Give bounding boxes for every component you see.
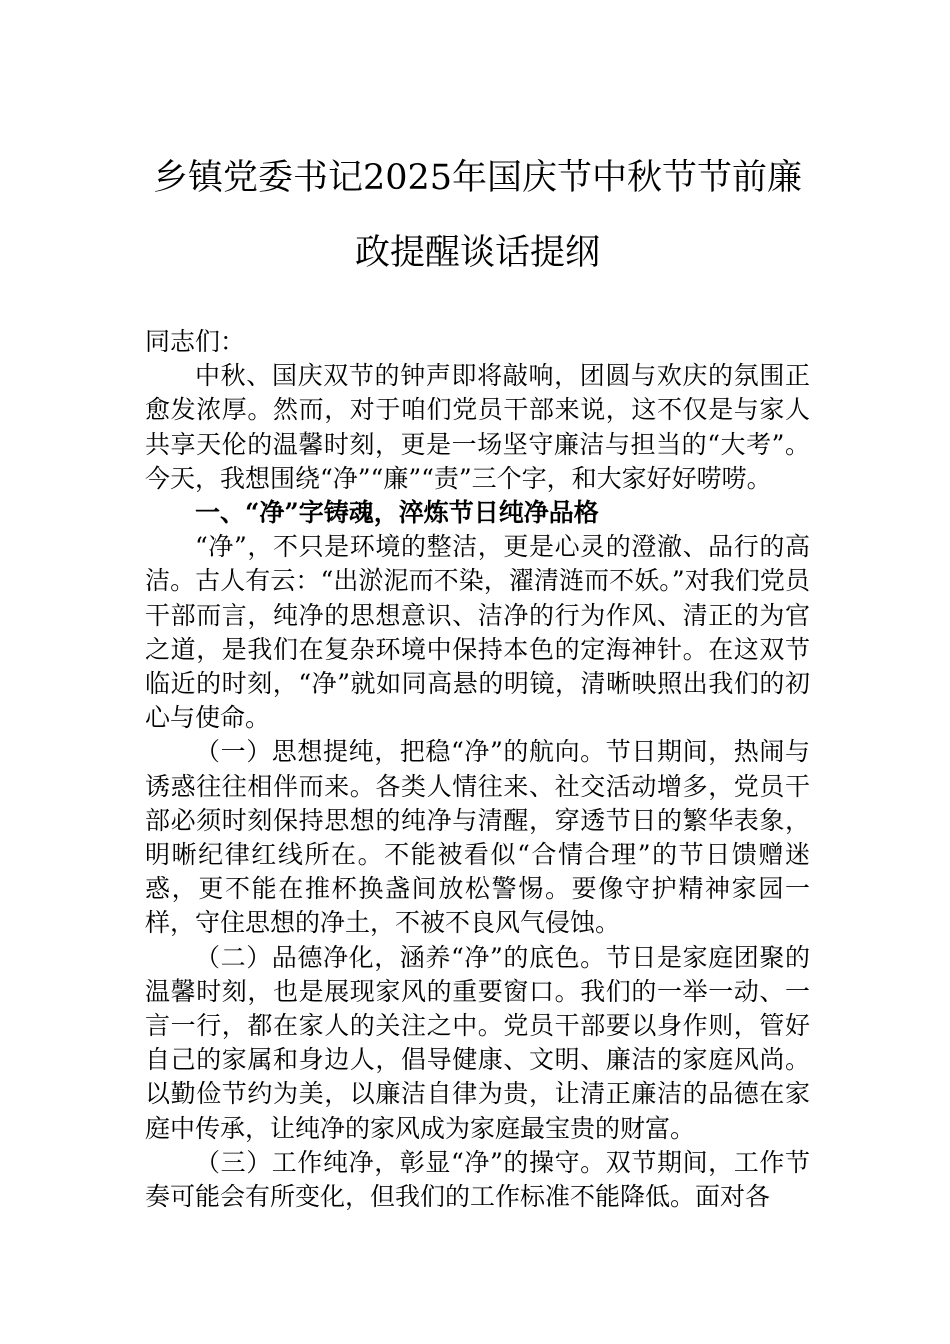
- intro-paragraph: 中秋、国庆双节的钟声即将敲响，团圆与欢庆的氛围正愈发浓厚。然而，对于咱们党员干部来说，这不仅是与家人共享天伦的温馨时刻，更是一场坚守廉洁与担当的“大考”。今天，我想围绕“净”“廉”“责”三个字，和大家好好唠唠。: [145, 361, 810, 493]
- subsection-3-paragraph: （三）工作纯净，彰显“净”的操守。双节期间，工作节奏可能会有所变化，但我们的工作标准不能降低。面对各: [145, 1147, 810, 1212]
- section-1-heading: 一、“净”字铸魂，淬炼节日纯净品格: [195, 498, 599, 528]
- section-1-paragraph: “净”，不只是环境的整洁，更是心灵的澄澈、品行的高洁。古人有云：“出淤泥而不染，濯清涟而不妖。”对我们党员干部而言，纯净的思想意识、洁净的行为作风、清正的为官之道，是我们在复杂环境中保持本色的定海神针。在这双节临近的时刻，“净”就如同高悬的明镜，清晰映照出我们的初心与使命。: [145, 532, 810, 733]
- document-title: [145, 160, 810, 272]
- subsection-2-paragraph: （二）品德净化，涵养“净”的底色。节日是家庭团聚的温馨时刻，也是展现家风的重要窗口。我们的一举一动、一言一行，都在家人的关注之中。党员干部要以身作则，管好自己的家属和身边人，倡导健康、文明、廉洁的家庭风尚。以勤俭节约为美，以廉洁自律为贵，让清正廉洁的品德在家庭中传承，让纯净的家风成为家庭最宝贵的财富。: [145, 942, 810, 1143]
- document-body: [145, 325, 810, 1214]
- greeting: 同志们：: [145, 327, 246, 356]
- subsection-1-paragraph: （一）思想提纯，把稳“净”的航向。节日期间，热闹与诱惑往往相伴而来。各类人情往来、社交活动增多，党员干部必须时刻保持思想的纯净与清醒，穿透节日的繁华表象，明晰纪律红线所在。不能被看似“合情合理”的节日馈赠迷惑，更不能在推杯换盏间放松警惕。要像守护精神家园一样，守住思想的净土，不被不良风气侵蚀。: [145, 737, 810, 938]
- title-line-1: 乡镇党委书记2025年国庆节中秋节节前廉: [152, 158, 803, 198]
- title-line-2: 政提醒谈话提纲: [354, 233, 600, 273]
